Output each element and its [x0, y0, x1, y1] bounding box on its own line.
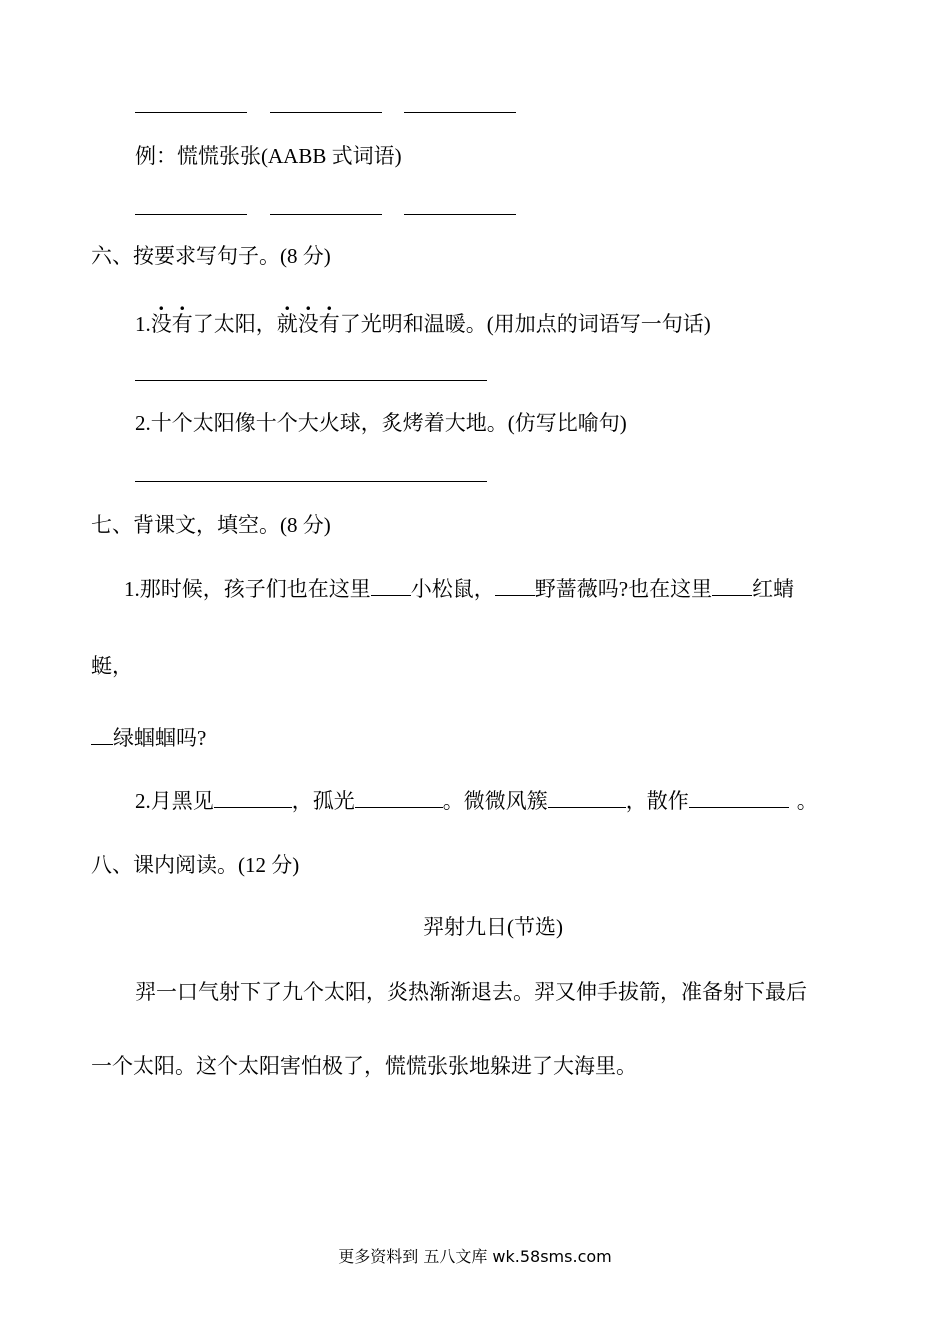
fill-blank[interactable] [214, 806, 292, 808]
question-number: 1. [135, 312, 151, 336]
question-text: 1.那时候，孩子们也在这里 [124, 577, 371, 601]
answer-blank[interactable] [404, 214, 516, 215]
example-line: 例：慌慌张张(AABB 式词语) [135, 144, 402, 168]
emphasis-char: 就 [276, 312, 298, 336]
question-text: ，散作 [625, 789, 689, 813]
section-6-question-1 [135, 314, 711, 335]
passage-text: 羿一口气射下了九个太阳，炎热渐渐退去。羿又伸手拔箭，准备射下最后 [135, 980, 807, 1004]
question-text: 小松鼠， [410, 577, 495, 601]
question-text: 绿蝈蝈吗? [113, 726, 207, 750]
answer-blank[interactable] [270, 112, 382, 113]
emphasis-char: 没 [297, 312, 319, 336]
fill-blank[interactable] [371, 594, 411, 596]
question-text: ，孤光 [291, 789, 355, 813]
section-7-question-1 [124, 579, 794, 600]
fill-blank[interactable] [548, 806, 626, 808]
section-6-title: 六、按要求写句子。(8 分) [91, 244, 331, 268]
emphasis-char: 有 [318, 312, 340, 336]
fill-blank[interactable] [689, 806, 789, 808]
question-text: 红蜻 [752, 577, 795, 601]
fill-blank[interactable] [495, 594, 535, 596]
answer-blank[interactable] [404, 112, 516, 113]
section-7-question-1-cont: 蜓， [91, 654, 133, 678]
section-7-question-1-cont [91, 728, 206, 749]
answer-blank[interactable] [270, 214, 382, 215]
section-6-question-2: 2.十个太阳像十个大火球，炙烤着大地。(仿写比喻句) [135, 411, 627, 435]
section-7-question-2 [135, 791, 818, 812]
question-text: 。 [796, 789, 818, 813]
section-8-title: 八、课内阅读。(12 分) [91, 853, 300, 877]
answer-line[interactable] [135, 481, 487, 482]
fill-blank[interactable] [355, 806, 443, 808]
answer-blank[interactable] [135, 214, 247, 215]
fill-blank[interactable] [91, 743, 113, 745]
section-7-title: 七、背课文，填空。(8 分) [91, 513, 331, 537]
question-text: 野蔷薇吗?也在这里 [534, 577, 713, 601]
question-text: 。微微风簇 [442, 789, 548, 813]
question-text: 了太阳， [192, 312, 277, 336]
question-text: 了光明和温暖。(用加点的词语写一句话) [339, 312, 711, 336]
passage-title: 羿射九日(节选) [423, 915, 563, 939]
emphasis-char: 没 [150, 312, 172, 336]
emphasis-char: 有 [171, 312, 193, 336]
answer-blank[interactable] [135, 112, 247, 113]
footer: 更多资料到 五八文库 wk.58sms.com [338, 1247, 612, 1266]
question-text: 2.月黑见 [135, 789, 214, 813]
passage-text: 一个太阳。这个太阳害怕极了，慌慌张张地躲进了大海里。 [91, 1054, 637, 1078]
answer-line[interactable] [135, 380, 487, 381]
fill-blank[interactable] [712, 594, 752, 596]
